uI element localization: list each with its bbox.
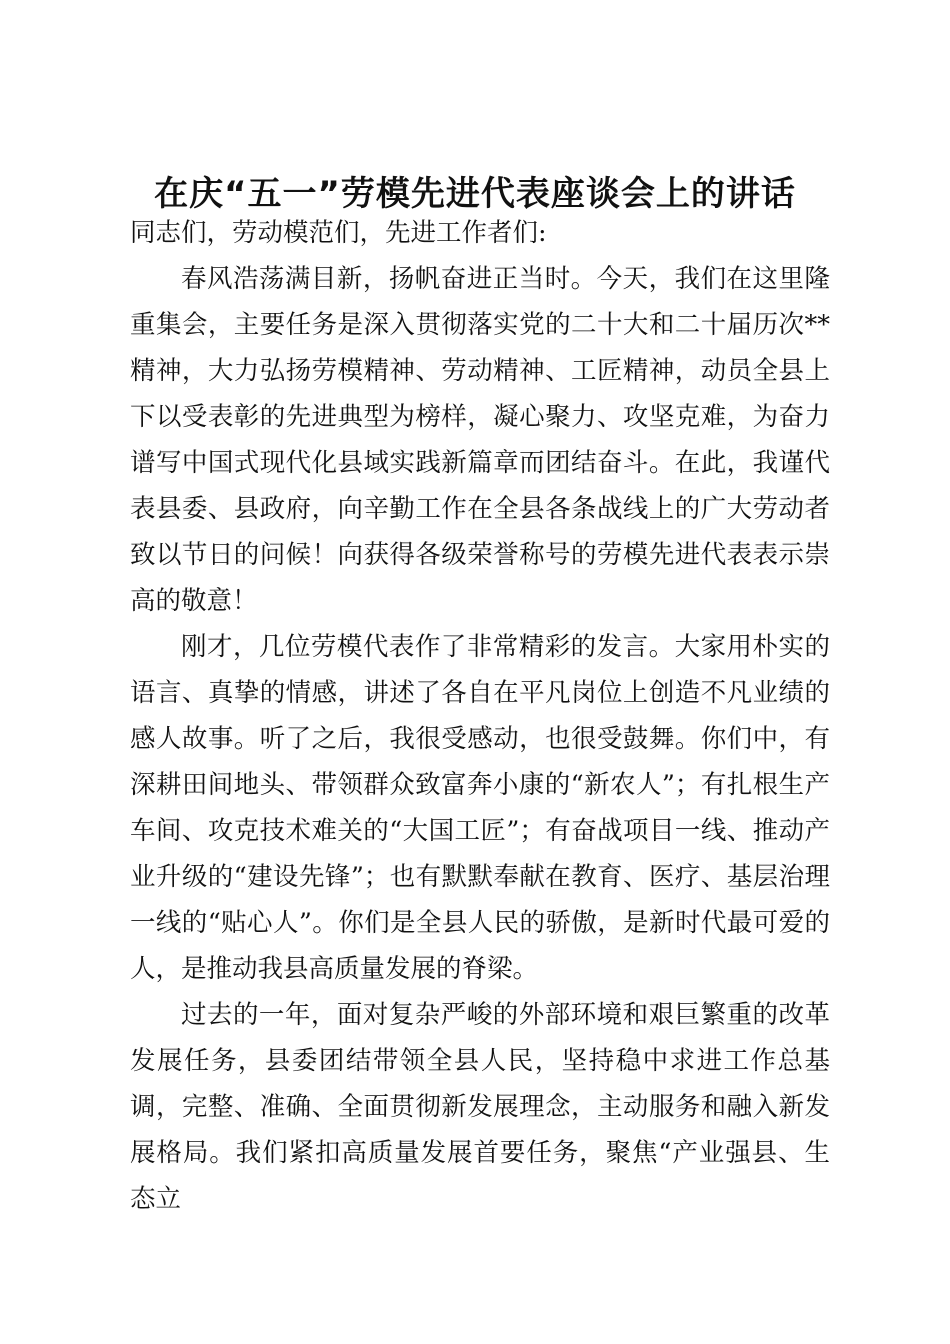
paragraph-model-workers: 刚才，几位劳模代表作了非常精彩的发言。大家用朴实的语言、真挚的情感，讲述了各自在平凡岗位上创造不凡业绩的感人故事。听了之后，我很受感动，也很受鼓舞。你们中，有深耕田间地头、带领群众致富奔小康的“新农人”；有扎根生产车间、攻克技术难关的“大国工匠”；有奋战项目一线、推动产业升级的“建设先锋”；也有默默奉献在教育、医疗、基层治理一线的“贴心人”。你们是全县人民的骄傲，是新时代最可爱的人，是推动我县高质量发展的脊梁。 [130,632,830,984]
document-title: 在庆“五一”劳模先进代表座谈会上的讲话 [154,174,796,214]
paragraph-opening: 春风浩荡满目新，扬帆奋进正当时。今天，我们在这里隆重集会，主要任务是深入贯彻落实党的二十大和二十届历次**精神，大力弘扬劳模精神、劳动精神、工匠精神，动员全县上下以受表彰的先进典型为榜样，凝心聚力、攻坚克难，为奋力谱写中国式现代化县域实践新篇章而团结奋斗。在此，我谨代表县委、县政府，向辛勤工作在全县各条战线上的广大劳动者致以节日的问候！向获得各级荣誉称号的劳模先进代表表示崇高的敬意！ [130,264,830,616]
salutation: 同志们，劳动模范们，先进工作者们: [130,218,547,248]
paragraph-past-year: 过去的一年，面对复杂严峻的外部环境和艰巨繁重的改革发展任务，县委团结带领全县人民，坚持稳中求进工作总基调，完整、准确、全面贯彻新发展理念，主动服务和融入新发展格局。我们紧扣高质量发展首要任务，聚焦“产业强县、生态立 [130,1000,830,1214]
document-body [130,210,830,1222]
